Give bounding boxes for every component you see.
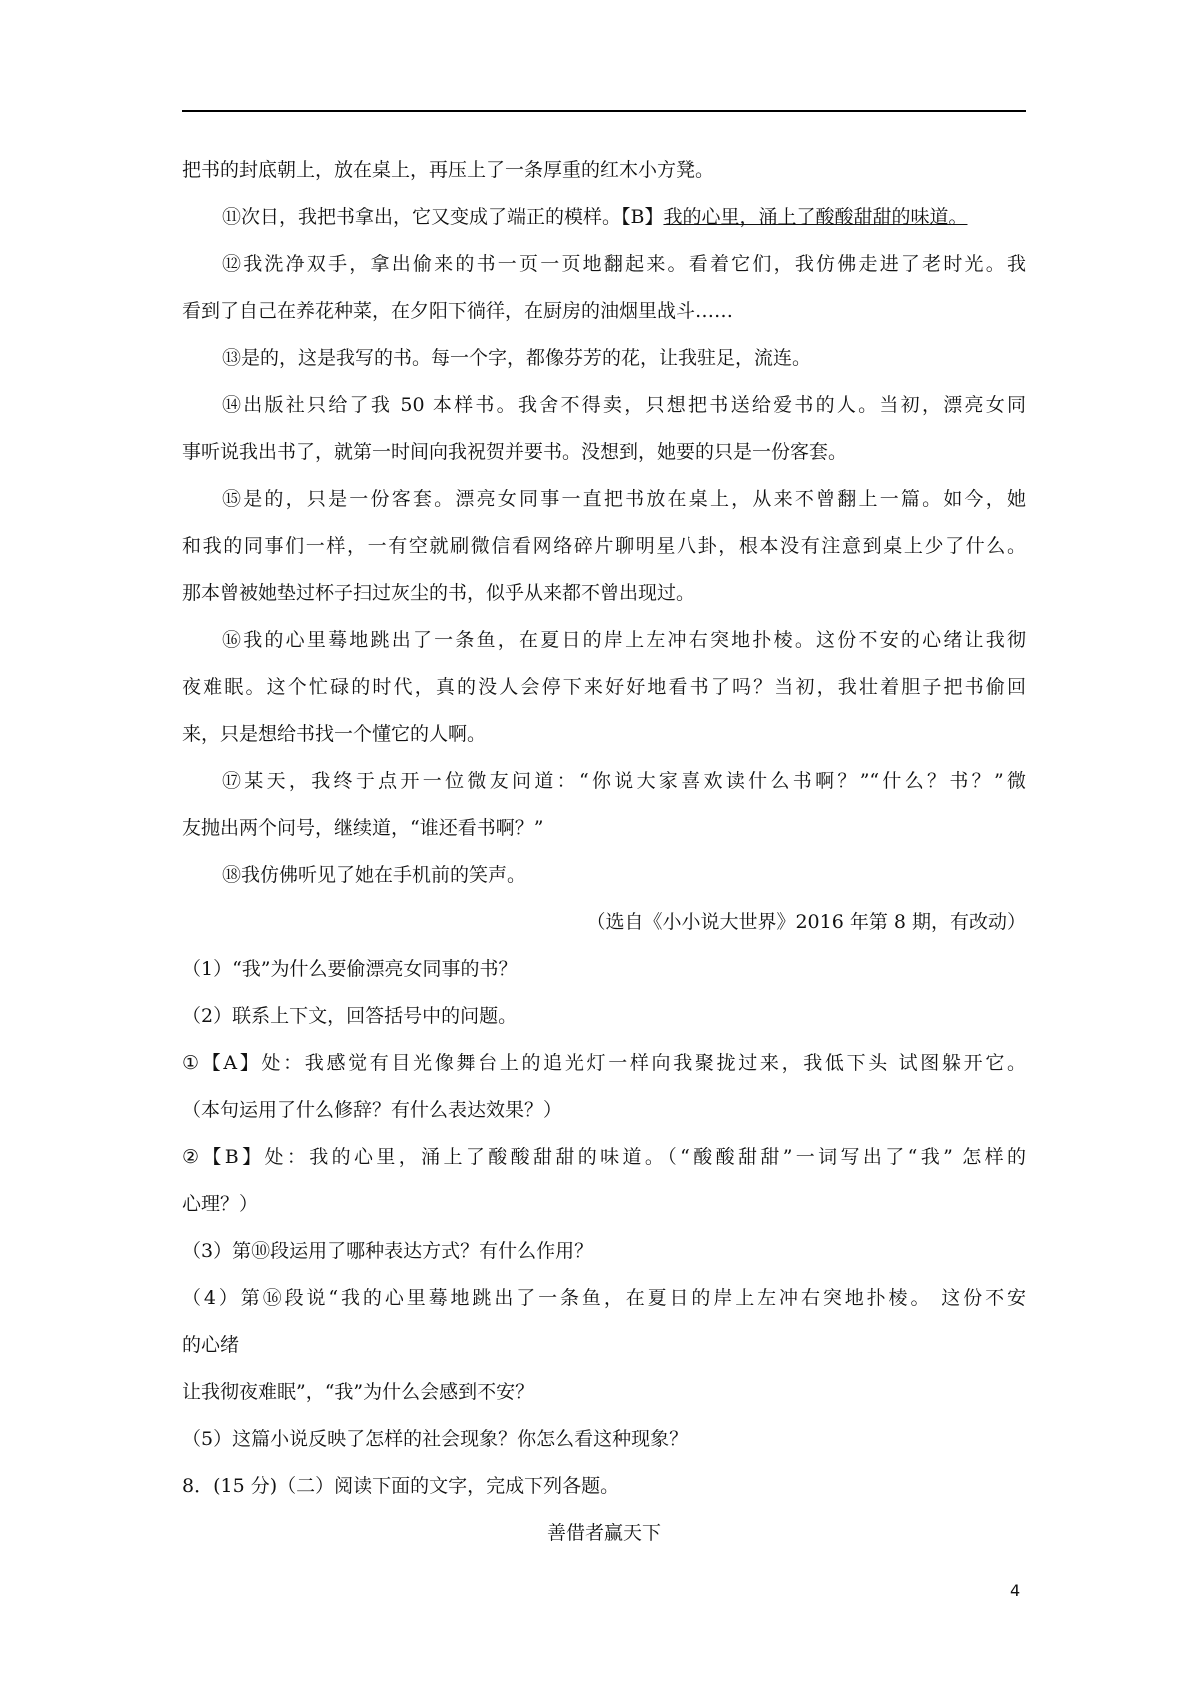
text-line: 来，只是想给书找一个懂它的人啊。 [182,723,487,745]
question-2a-hint: （本句运用了什么修辞？有什么表达效果？） [182,1099,563,1121]
text-line [222,203,1026,231]
question-4-cont: 让我彻夜难眠”，“我”为什么会感到不安？ [182,1381,535,1403]
text-line: ⑯我的心里蓦地跳出了一条鱼，在夏日的岸上左冲右突地扑棱。这份不安的心绪让我彻 [222,629,1026,651]
underlined-sentence: 我的心里，涌上了酸酸甜甜的味道。 [663,206,968,228]
text-line: ⑭出版社只给了我 50 本样书。我舍不得卖，只想把书送给爱书的人。当初，漂亮女同 [222,394,1026,416]
header-rule [182,110,1026,112]
page-number: 4 [1010,1581,1021,1600]
text-line: ⑰某天，我终于点开一位微友问道：“你说大家喜欢读什么书啊？”“什么？书？”微 [222,770,1026,792]
text-line: ⑬是的，这是我写的书。每一个字，都像芬芳的花，让我驻足，流连。 [222,347,812,369]
text-line: ⑮是的，只是一份客套。漂亮女同事一直把书放在桌上，从来不曾翻上一篇。如今，她 [222,488,1026,510]
question-2b-cont: 心理？） [182,1193,259,1215]
text-line: ⑱我仿佛听见了她在手机前的笑声。 [222,864,527,886]
source-citation: （选自《小小说大世界》2016 年第 8 期，有改动） [586,911,1026,933]
question-4-cont: 的心绪 [182,1334,240,1356]
question-5: （5）这篇小说反映了怎样的社会现象？你怎么看这种现象？ [182,1428,689,1450]
text-line: 和我的同事们一样，一有空就刷微信看网络碎片聊明星八卦，根本没有注意到桌上少了什么。 [182,535,1026,557]
question-3: （3）第⑩段运用了哪种表达方式？有什么作用？ [182,1240,594,1262]
section-title: 善借者赢天下 [546,1522,661,1544]
question-2: （2）联系上下文，回答括号中的问题。 [182,1005,518,1027]
text-line: 那本曾被她垫过杯子扫过灰尘的书，似乎从来都不曾出现过。 [182,582,696,604]
question-8: 8．(15 分)（二）阅读下面的文字，完成下列各题。 [182,1475,620,1497]
text-line: 把书的封底朝上，放在桌上，再压上了一条厚重的红木小方凳。 [182,159,715,181]
question-1: （1）“我”为什么要偷漂亮女同事的书？ [182,958,518,980]
question-4: （4）第⑯段说“我的心里蓦地跳出了一条鱼，在夏日的岸上左冲右突地扑棱。 这份不安 [182,1287,1026,1309]
text-line: 看到了自己在养花种菜，在夕阳下徜徉，在厨房的油烟里战斗…… [182,300,734,322]
text-line: 夜难眠。这个忙碌的时代，真的没人会停下来好好地看书了吗？当初，我壮着胆子把书偷回 [182,676,1026,698]
question-2a: ①【A】处：我感觉有目光像舞台上的追光灯一样向我聚拢过来，我低下头 试图躲开它。 [182,1052,1026,1074]
text-line: 友抛出两个问号，继续道，“谁还看书啊？” [182,817,544,839]
text-line: 事听说我出书了，就第一时间向我祝贺并要书。没想到，她要的只是一份客套。 [182,441,848,463]
text-line: ⑫我洗净双手，拿出偷来的书一页一页地翻起来。看着它们，我仿佛走进了老时光。我 [222,253,1026,275]
text-span: ⑪次日，我把书拿出，它又变成了端正的模样。【B】 [222,206,664,228]
question-2b: ②【B】处：我的心里，涌上了酸酸甜甜的味道。（“酸酸甜甜”一词写出了“我” 怎样的 [182,1146,1026,1168]
